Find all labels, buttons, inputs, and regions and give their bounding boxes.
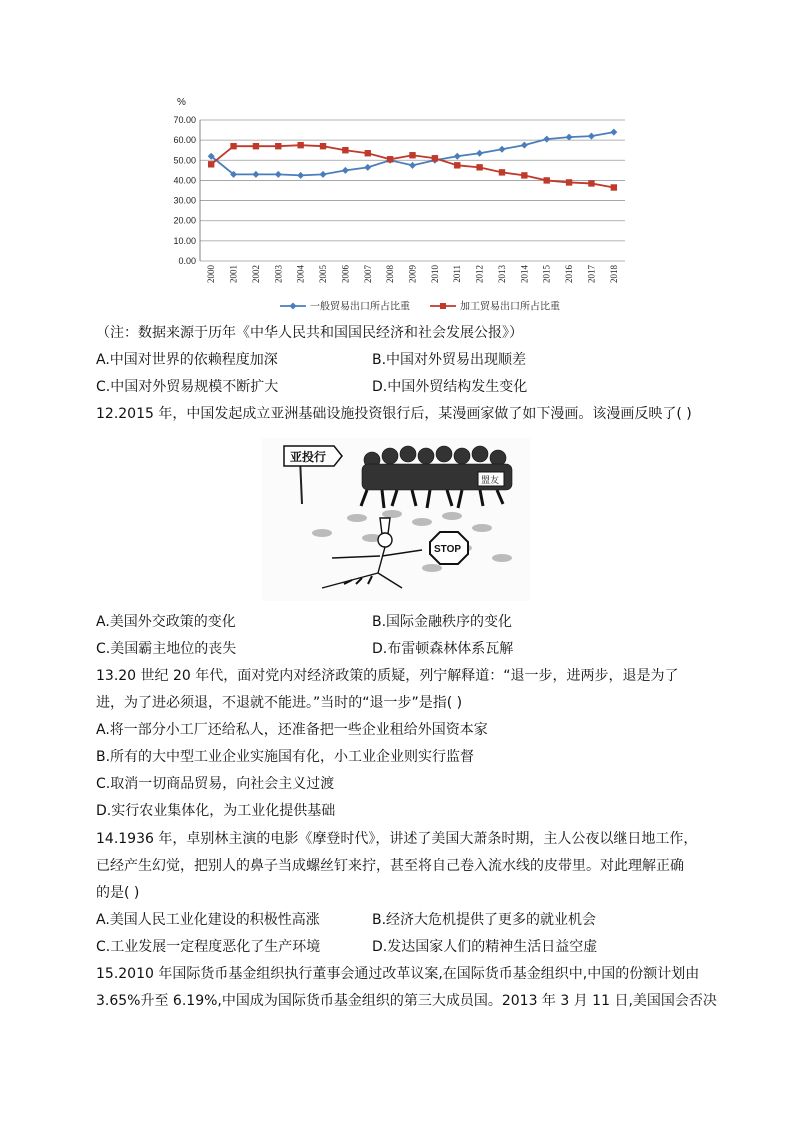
- q14-option-c: C.工业发展一定程度恶化了生产环境: [96, 939, 321, 955]
- x-tick-label: 2016: [564, 265, 575, 283]
- data-point: [320, 171, 327, 178]
- x-tick-label: 2010: [429, 265, 440, 283]
- cartoon-sign-text: 亚投行: [290, 450, 327, 464]
- aiib-cartoon: [262, 438, 530, 601]
- x-tick-label: 2014: [519, 265, 530, 283]
- y-tick-label: 30.00: [173, 195, 196, 206]
- q11-option-b: B.中国对外贸易出现顺差: [372, 352, 527, 368]
- x-tick-label: 2005: [318, 265, 329, 283]
- data-point: [454, 162, 460, 168]
- q14-option-a: A.美国人民工业化建设的积极性高涨: [96, 912, 320, 928]
- x-tick-label: 2004: [295, 265, 306, 283]
- q11-option-d: D.中国外贸结构发生变化: [372, 379, 528, 395]
- q13-option-d: D.实行农业集体化，为工业化提供基础: [96, 803, 336, 819]
- trade-share-line-chart: [160, 88, 640, 320]
- data-point: [208, 161, 214, 167]
- data-point: [342, 167, 349, 174]
- data-point: [544, 177, 550, 183]
- data-point: [409, 152, 415, 158]
- legend-marker: [440, 303, 446, 309]
- q12-option-a: A.美国外交政策的变化: [96, 614, 236, 630]
- x-tick-label: 2015: [541, 265, 552, 283]
- q13-stem-line2: 进，为了进必须退，不退就不能进。”当时的“退一步”是指( ): [96, 695, 463, 711]
- q14-stem-line2: 已经产生幻觉，把别人的鼻子当成螺丝钉来拧，甚至将自己卷入流水线的皮带里。对此理解正确: [96, 858, 684, 874]
- q15-stem-line1: 15.2010 年国际货币基金组织执行董事会通过改革议案,在国际货币基金组织中,中国的份额计划由: [96, 966, 700, 982]
- data-point: [364, 164, 371, 171]
- data-point: [499, 169, 505, 175]
- x-tick-label: 2011: [452, 265, 463, 283]
- x-tick-label: 2003: [273, 265, 284, 283]
- data-point: [432, 155, 438, 161]
- data-point: [566, 179, 572, 185]
- data-point: [320, 143, 326, 149]
- cartoon-stop-text: STOP: [434, 544, 462, 555]
- q14-stem-line1: 14.1936 年，卓别林主演的电影《摩登时代》，讲述了美国大萧条时期，主人公夜以继日地工作，: [96, 831, 698, 847]
- legend-marker: [290, 303, 297, 310]
- data-point: [498, 146, 505, 153]
- legend-label: 加工贸易出口所占比重: [460, 301, 560, 313]
- x-tick-label: 2017: [586, 265, 597, 283]
- data-point: [297, 172, 304, 179]
- x-tick-label: 2013: [496, 265, 507, 283]
- y-tick-label: 70.00: [173, 115, 196, 125]
- data-point: [230, 143, 236, 149]
- q12-option-b: B.国际金融秩序的变化: [372, 614, 513, 630]
- chart-note: （注：数据来源于历年《中华人民共和国国民经济和社会发展公报》）: [96, 325, 523, 341]
- y-tick-label: 10.00: [173, 235, 196, 246]
- q12-option-d: D.布雷顿森林体系瓦解: [372, 641, 514, 657]
- q14-option-b: B.经济大危机提供了更多的就业机会: [372, 912, 597, 928]
- y-tick-label: 60.00: [173, 135, 196, 146]
- q11-option-a: A.中国对世界的依赖程度加深: [96, 352, 278, 368]
- data-point: [543, 136, 550, 143]
- data-point: [610, 129, 617, 136]
- data-point: [365, 150, 371, 156]
- data-point: [409, 162, 416, 169]
- q14-option-d: D.发达国家人们的精神生活日益空虚: [372, 939, 598, 955]
- data-point: [588, 133, 595, 140]
- x-tick-label: 2006: [340, 265, 351, 283]
- q14-stem-line3: 的是( ): [96, 885, 140, 901]
- y-tick-label: 20.00: [173, 215, 196, 226]
- x-tick-label: 2009: [407, 265, 418, 283]
- data-point: [253, 143, 259, 149]
- x-tick-label: 2000: [206, 265, 217, 283]
- q12-stem: 12.2015 年，中国发起成立亚洲基础设施投资银行后，某漫画家做了如下漫画。该漫画反映了( ): [96, 406, 692, 422]
- legend-label: 一般贸易出口所占比重: [310, 301, 410, 313]
- x-tick-label: 2018: [608, 265, 619, 283]
- x-tick-label: 2001: [228, 265, 239, 283]
- x-tick-label: 2007: [362, 265, 373, 283]
- data-point: [521, 172, 527, 178]
- data-point: [342, 147, 348, 153]
- y-tick-label: 50.00: [173, 155, 196, 166]
- q13-option-b: B.所有的大中型工业企业实施国有化，小工业企业则实行监督: [96, 749, 475, 765]
- x-tick-label: 2002: [250, 265, 261, 283]
- data-point: [454, 153, 461, 160]
- y-tick-label: 40.00: [173, 175, 196, 186]
- data-point: [275, 143, 281, 149]
- data-point: [476, 164, 482, 170]
- y-tick-label: 0.00: [178, 256, 196, 266]
- q13-option-a: A.将一部分小工厂还给私人，还准备把一些企业租给外国资本家: [96, 722, 488, 738]
- data-point: [566, 134, 573, 141]
- data-point: [476, 150, 483, 157]
- data-point: [611, 184, 617, 190]
- q15-stem-line2: 3.65%升至 6.19%,中国成为国际货币基金组织的第三大成员国。2013 年 3 月 11 日,美国国会否决: [96, 993, 717, 1009]
- data-point: [387, 156, 393, 162]
- x-tick-label: 2012: [474, 265, 485, 283]
- data-point: [297, 142, 303, 148]
- data-point: [252, 171, 259, 178]
- cartoon-flag-text: 盟友: [481, 476, 500, 486]
- data-point: [275, 171, 282, 178]
- q13-option-c: C.取消一切商品贸易，向社会主义过渡: [96, 776, 335, 792]
- data-point: [588, 180, 594, 186]
- x-tick-label: 2008: [385, 265, 396, 283]
- q11-option-c: C.中国对外贸易规模不断扩大: [96, 379, 279, 395]
- q12-option-c: C.美国霸主地位的丧失: [96, 641, 237, 657]
- q13-stem-line1: 13.20 世纪 20 年代，面对党内对经济政策的质疑，列宁解释道：“退一步，进两步，退是为了: [96, 668, 679, 684]
- y-unit-label: %: [177, 97, 186, 108]
- data-point: [521, 142, 528, 149]
